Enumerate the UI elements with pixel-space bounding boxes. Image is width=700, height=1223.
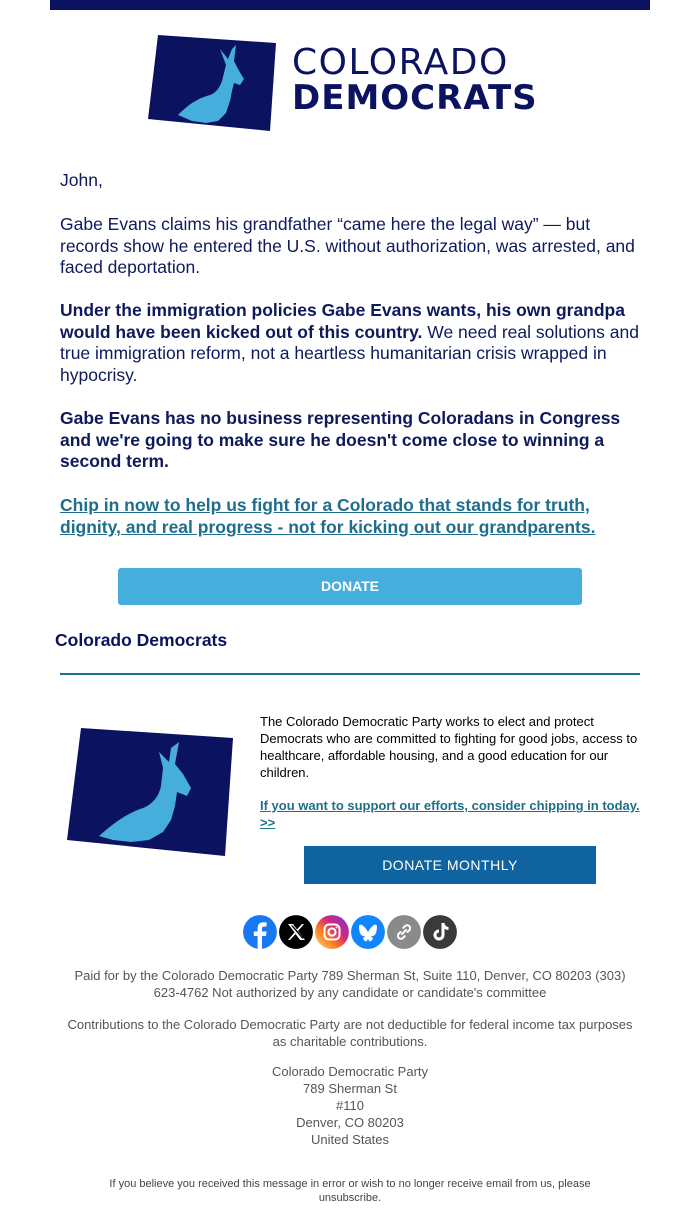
address-line-3: #110 <box>336 1098 364 1113</box>
support-link[interactable]: If you want to support our efforts, consider chipping in today. >> <box>260 798 640 830</box>
logo-line-1: COLORADO <box>292 42 509 83</box>
address-line-1: Colorado Democratic Party <box>271 1064 429 1079</box>
footer-description: The Colorado Democratic Party works to elect and protect Democrats who are committed to fighting for good jobs, access to healthcare, affordable housing, and a good education for our children. <box>260 714 638 780</box>
paid-for-disclaimer: Paid for by the Colorado Democratic Party 789 Sherman St, Suite 110, Denver, CO 80203 (303) 623-4762 Not authorized by any candidate or candidate's committee <box>74 968 626 1000</box>
unsubscribe-link[interactable]: unsubscribe. <box>318 1191 382 1204</box>
donate-button[interactable]: DONATE <box>118 568 582 605</box>
unsubscribe-notice <box>80 1178 620 1205</box>
instagram-icon[interactable] <box>315 915 349 949</box>
divider <box>60 673 640 675</box>
address-line-4: Denver, CO 80203 <box>296 1115 404 1130</box>
logo-line-2: DEMOCRATS <box>292 78 538 118</box>
tiktok-icon[interactable] <box>423 915 457 949</box>
footer-donkey-map-icon <box>67 728 233 856</box>
chip-in-link[interactable]: Chip in now to help us fight for a Colorado that stands for truth, dignity, and real progress - not for kicking out our grandparents. <box>60 495 596 537</box>
x-icon[interactable] <box>279 915 313 949</box>
paragraph-1: Gabe Evans claims his grandfather “came here the legal way” — but records show he entered the U.S. without authorization, was arrested, and faced deportation. <box>60 214 635 277</box>
top-bar <box>50 0 650 10</box>
address-line-5: United States <box>310 1132 390 1147</box>
mailing-address <box>60 1063 640 1148</box>
donkey-map-icon <box>148 35 276 131</box>
paragraph-3: Gabe Evans has no business representing Coloradans in Congress and we're going to make sure he doesn't come close to winning a second term. <box>60 408 621 471</box>
paragraph-2-rest: We need real solutions and true immigration reform, not a heartless humanitarian crisis wrapped in hypocrisy. <box>60 321 639 385</box>
contributions-disclaimer: Contributions to the Colorado Democratic Party are not deductible for federal income tax purposes as charitable contributions. <box>67 1017 633 1049</box>
paragraph-2 <box>60 300 650 386</box>
donate-monthly-button[interactable]: DONATE MONTHLY <box>304 846 596 884</box>
facebook-icon[interactable] <box>243 915 277 949</box>
greeting: John, <box>60 170 103 190</box>
footer-brand: Colorado Democrats <box>55 630 228 650</box>
paragraph-2-bold: Under the immigration policies Gabe Evans wants, his own grandpa would have been kicked out of this country. <box>60 300 625 342</box>
bluesky-icon[interactable] <box>351 915 385 949</box>
address-line-2: 789 Sherman St <box>303 1081 397 1096</box>
unsubscribe-text: If you believe you received this message in error or wish to no longer receive email from us, please <box>109 1178 591 1190</box>
link-icon[interactable] <box>387 915 421 949</box>
colorado-democrats-logo[interactable] <box>148 35 548 135</box>
